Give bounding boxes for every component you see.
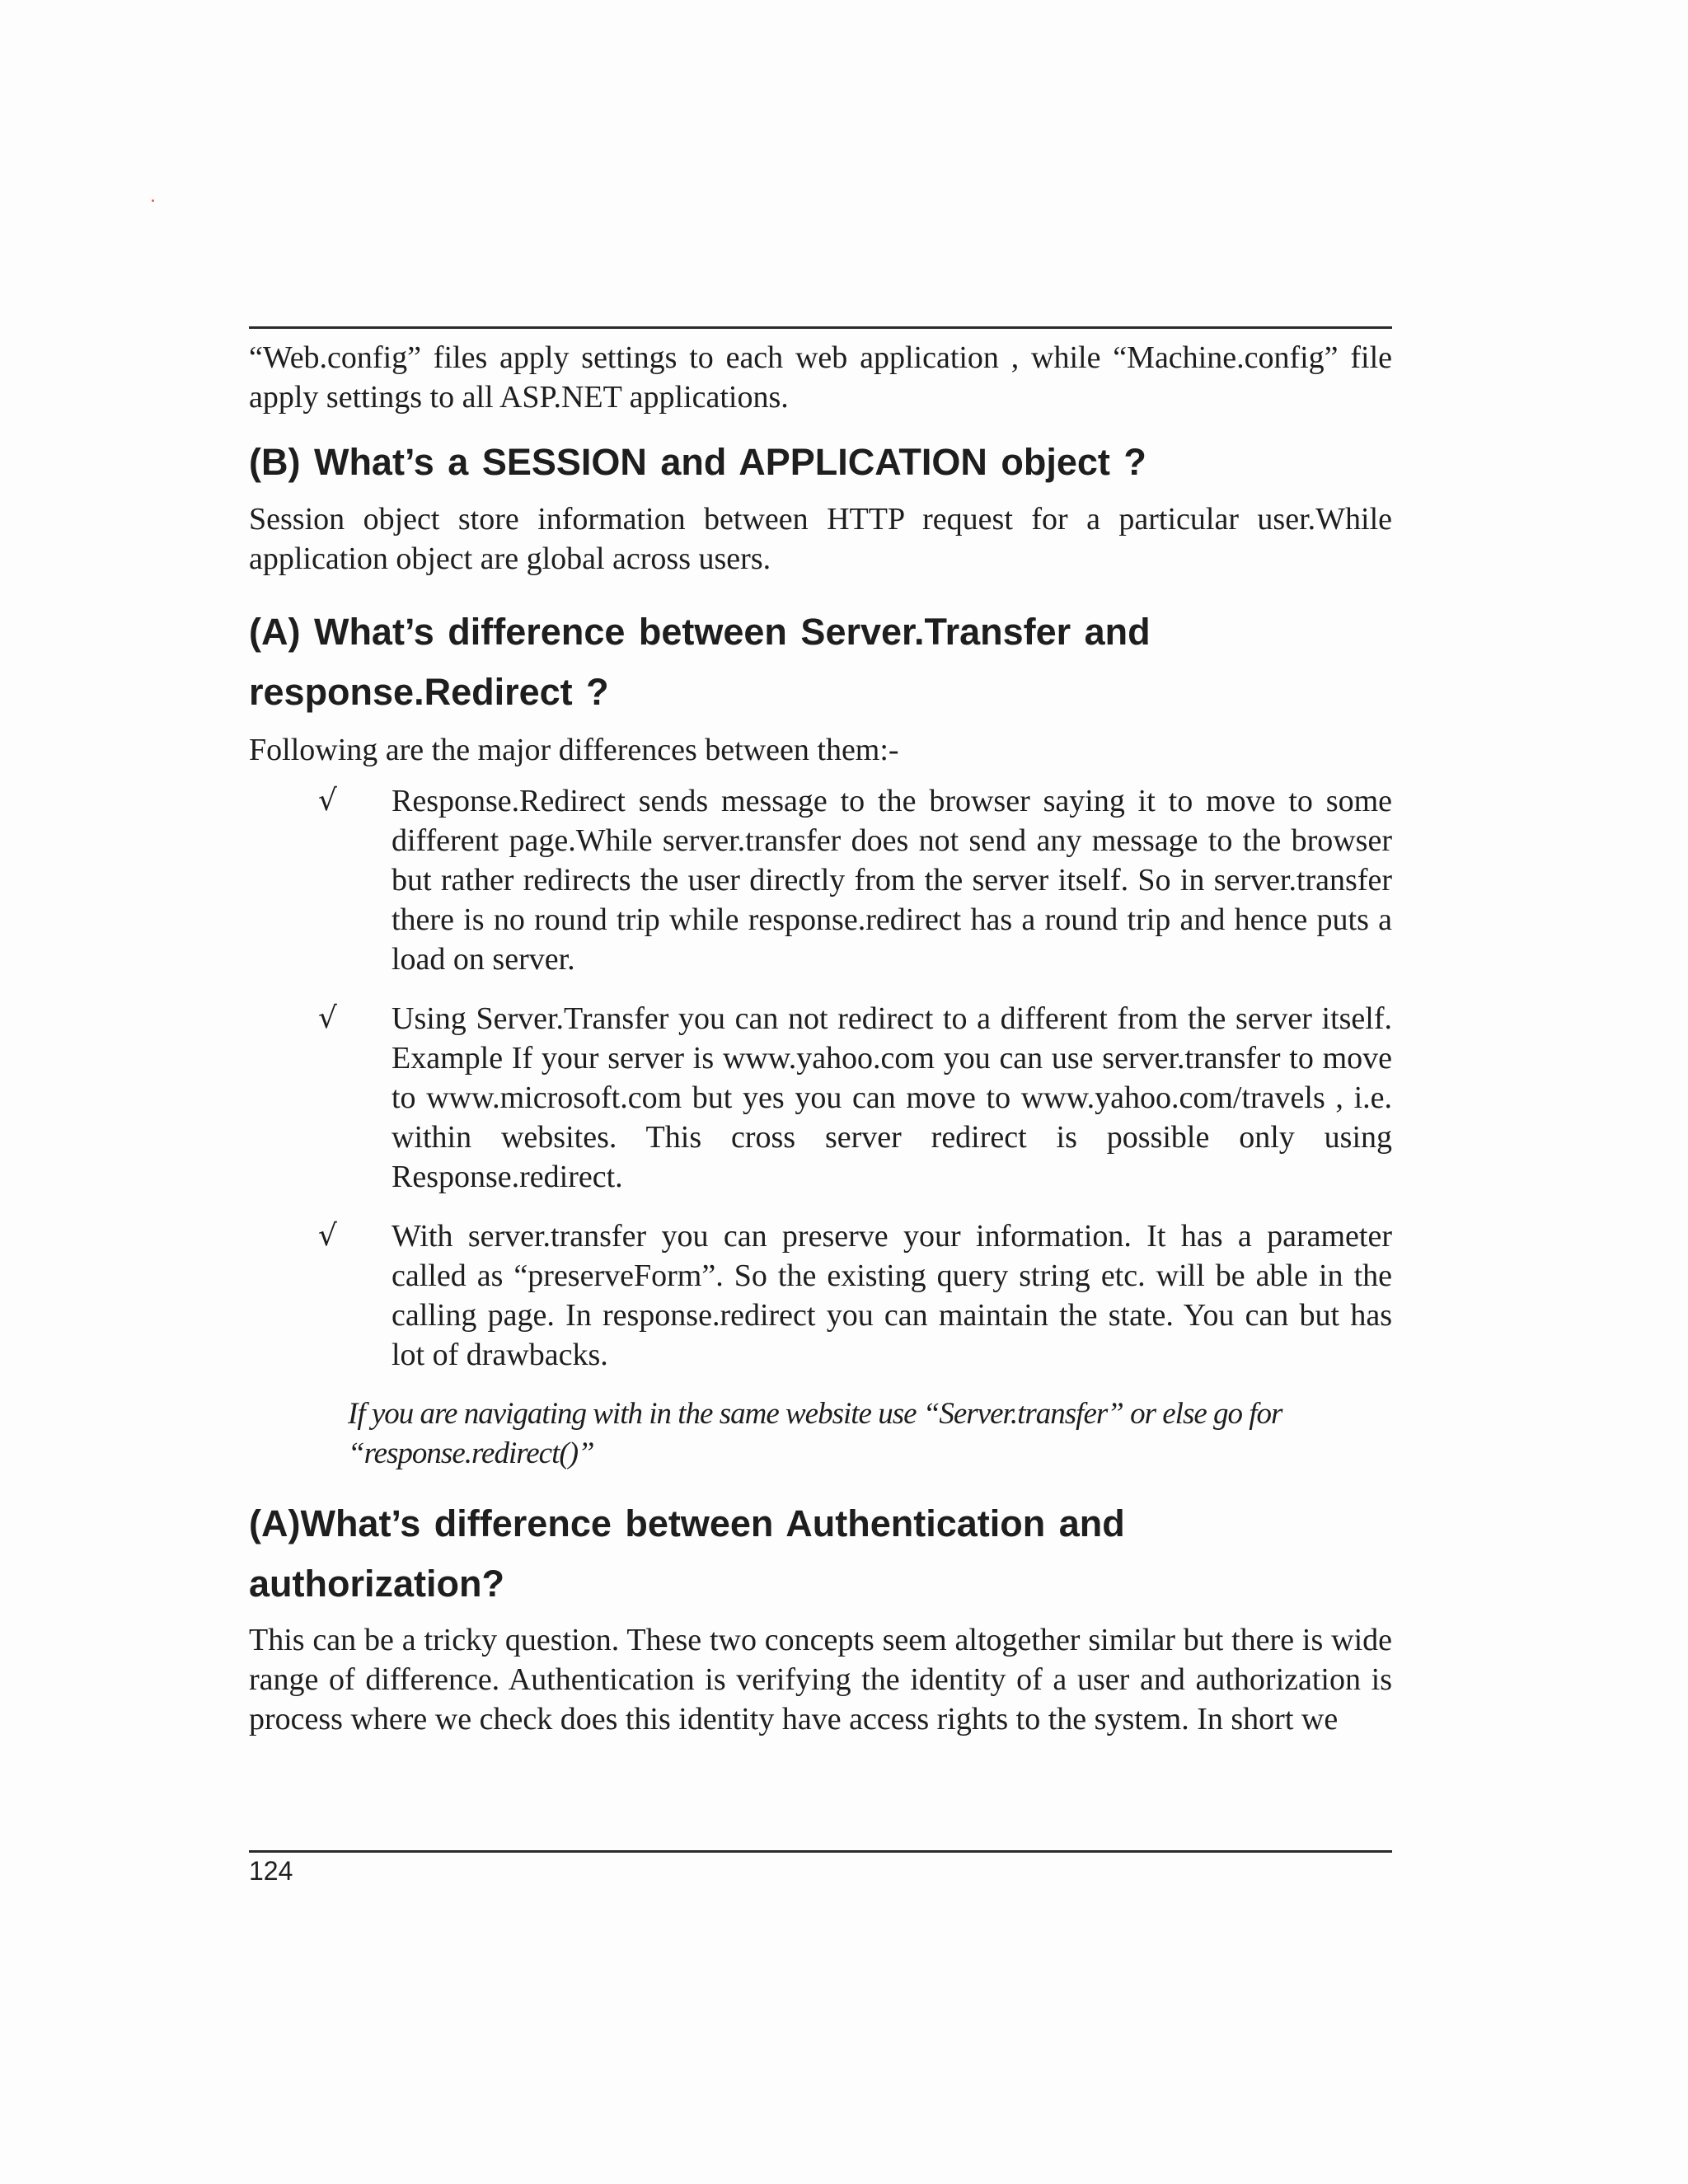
scan-speck [152, 199, 154, 202]
differences-list [249, 781, 1392, 1375]
header-rule [249, 326, 1392, 329]
check-mark-icon: √ [318, 1001, 337, 1035]
list-item [249, 781, 1392, 979]
footer-rule [249, 1850, 1392, 1853]
italic-note: If you are navigating with in the same website use “Server.transfer” or else go for “response.redirect()” [348, 1397, 1282, 1470]
check-mark-icon: √ [318, 1219, 337, 1253]
section-paragraph-session-application: Session object store information between HTTP request for a particular user.While application object are global across users. [249, 502, 1392, 576]
check-mark-icon: √ [318, 784, 337, 818]
section-heading-transfer-redirect: (A) What’s difference between Server.Transfer and response.Redirect ? [249, 611, 1151, 713]
intro-paragraph: “Web.config” files apply settings to each web application , while “Machine.config” file apply settings to all ASP.NET applications. [249, 340, 1392, 415]
page-content [249, 338, 1392, 1739]
list-item [249, 999, 1392, 1197]
section-heading-session-application: (B) What’s a SESSION and APPLICATION object ? [249, 441, 1146, 483]
list-item [249, 1216, 1392, 1375]
section-paragraph-transfer-redirect: Following are the major differences between them:- [249, 733, 899, 767]
list-item-text: With server.transfer you can preserve your information. It has a parameter called as “preserveForm”. So the existing query string etc. will be able in the calling page. In response.redirect you can maintain the state. You can but has lot of drawbacks. [392, 1219, 1392, 1372]
section-heading-authentication-authorization: (A)What’s difference between Authentication and authorization? [249, 1502, 1125, 1605]
list-item-text: Using Server.Transfer you can not redirect to a different from the server itself. Example If your server is www.yahoo.com you can use server.transfer to move to www.microsoft.com but yes you can move to www.yahoo.com/travels , i.e. within websites. This cross server redirect is possible only using Response.redirect. [392, 1001, 1392, 1194]
section-paragraph-authentication-authorization: This can be a tricky question. These two concepts seem altogether similar but there is wide range of difference. Authentication is verifying the identity of a user and authorization is process where we check does this identity have access rights to the system. In short we [249, 1623, 1392, 1736]
page-number: 124 [249, 1856, 293, 1886]
list-item-text: Response.Redirect sends message to the browser saying it to move to some different page.While server.transfer does not send any message to the browser but rather redirects the user directly from the server itself. So in server.transfer there is no round trip while response.redirect has a round trip and hence puts a load on server. [392, 784, 1392, 977]
